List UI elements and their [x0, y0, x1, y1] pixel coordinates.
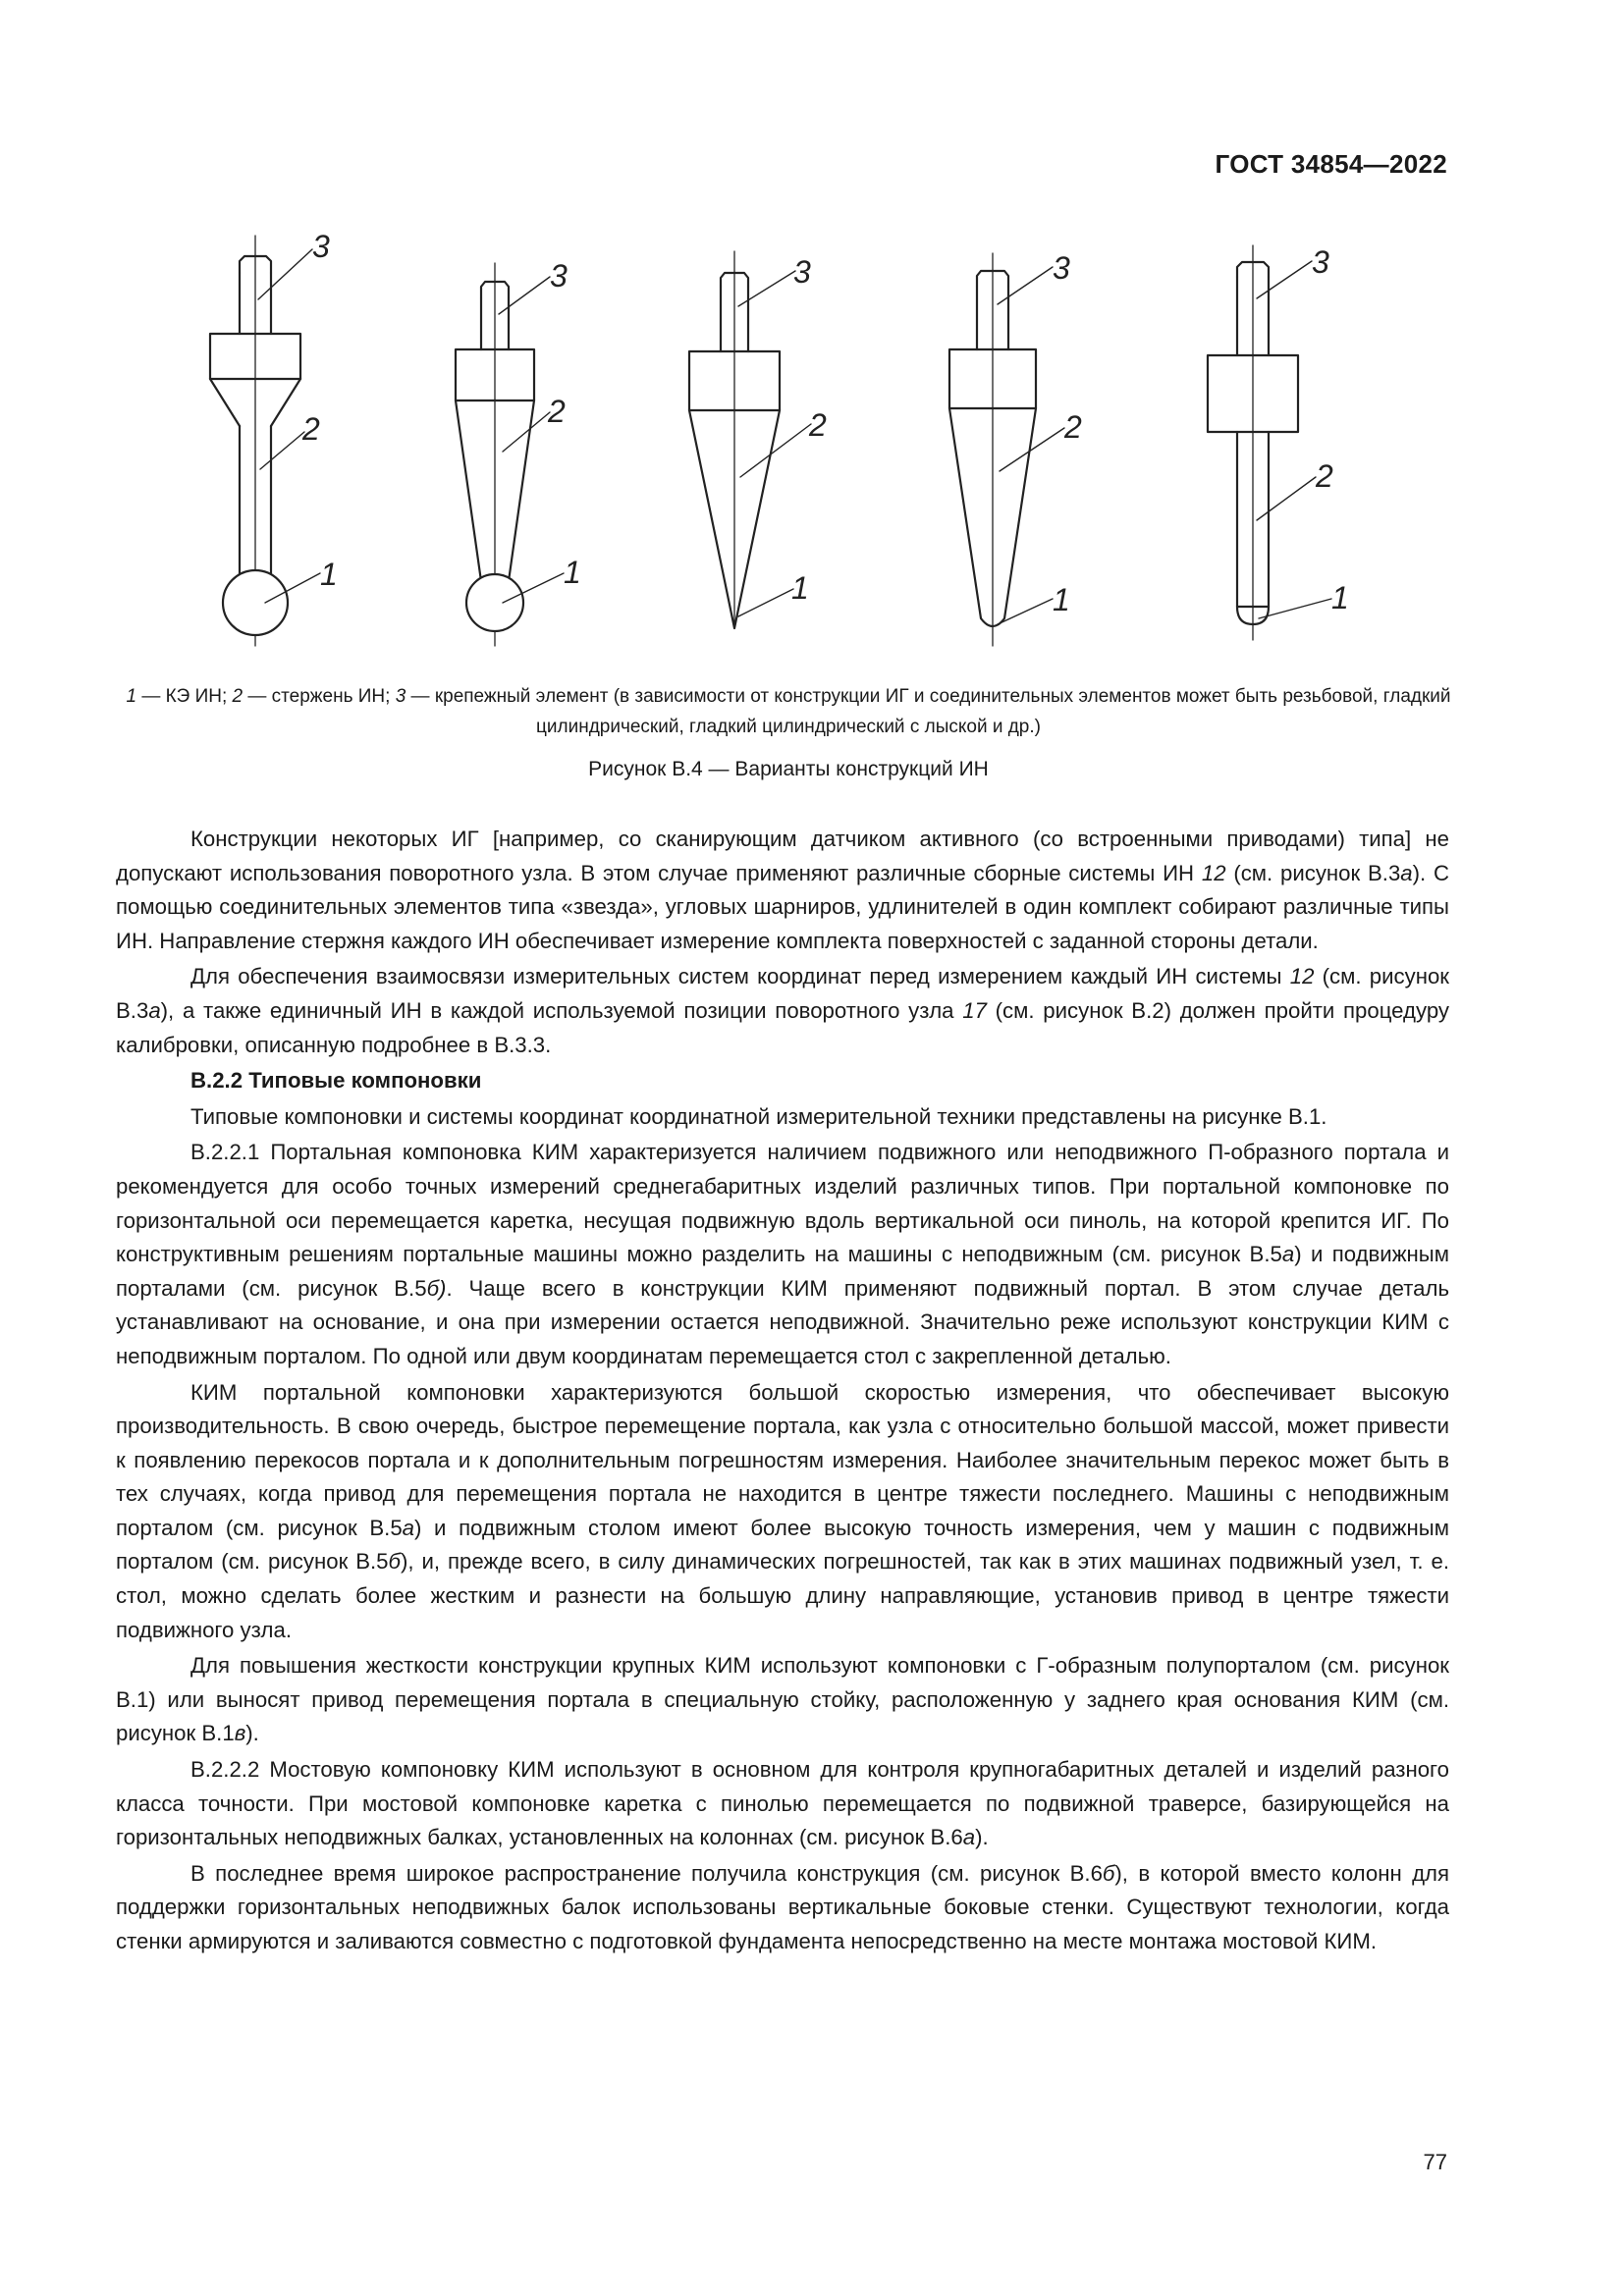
italic-reference: 2	[232, 686, 244, 707]
text-run: ) и подвижным порталами (см. рисунок В.5	[116, 1242, 1449, 1301]
stylus-2	[456, 258, 581, 646]
section-heading	[116, 1064, 1449, 1098]
fig-label-1: 1	[1053, 582, 1070, 617]
text-run: Конструкции некоторых ИГ [например, со сканирующим датчиком активного (со встроенными приводами) типа] не допускают использования поворотного узла. В этом случае применяют различные сборные системы ИН	[116, 827, 1449, 885]
paragraph	[116, 1376, 1449, 1648]
text-run: — крепежный элемент (в зависимости от конструкции ИГ и соединительных элементов может быть резьбовой, гладкий цилиндрический, гладкий цилиндрический с лыской и др.)	[406, 686, 1451, 737]
text-run: В.2.2.1 Портальная компоновка КИМ характеризуется наличием подвижного или неподвижного П-образного портала и рекомендуется для особо точных измерений среднегабаритных изделий различных типов. При портальной компоновке по горизонтальной оси перемещается каретка, несущая подвижную вдоль вертикальной оси пиноль, на которой крепится ИГ. По конструктивным решениям портальные машины можно разделить на машины с неподвижным (см. рисунок В.5	[116, 1140, 1449, 1267]
italic-reference: а	[148, 997, 161, 1023]
stylus-1	[210, 229, 338, 646]
text-run: Для повышения жесткости конструкции крупных КИМ используют компоновки с Г-образным полупорталом (см. рисунок В.1) или выносят привод перемещения портала в специальную стойку, расположенную у заднего края основания КИМ (см. рисунок В.1	[116, 1653, 1449, 1746]
text-run: В последнее время широкое распространение получила конструкция (см. рисунок В.6	[190, 1860, 1103, 1886]
text-run: (см. рисунок В.2) должен пройти процедуру калибровки, описанную подробнее в В.3.3.	[116, 997, 1449, 1057]
text-run: Для обеспечения взаимосвязи измерительных систем координат перед измерением каждый ИН системы	[190, 964, 1290, 989]
text-run: В.2.2 Типовые компоновки	[190, 1068, 482, 1094]
text-run: — стержень ИН;	[243, 686, 396, 707]
text-run: ). С помощью соединительных элементов типа «звезда», угловых шарниров, удлинителей в один комплект собирают различные типы ИН. Направление стержня каждого ИН обеспечивает измерение комплекта поверхностей с заданной стороны детали.	[116, 860, 1449, 953]
italic-reference: а	[962, 1825, 976, 1850]
figure-legend	[116, 681, 1461, 742]
figure-stylus-variants	[0, 0, 1624, 687]
italic-reference: б	[388, 1549, 402, 1575]
italic-reference: 1	[126, 686, 137, 707]
stylus-4	[949, 250, 1082, 646]
stylus-drawing	[0, 0, 1624, 687]
text-run: — КЭ ИН;	[136, 686, 233, 707]
fig-label-3: 3	[1053, 250, 1070, 286]
paragraph	[116, 1100, 1449, 1135]
stylus-5	[1208, 244, 1349, 640]
paragraph	[116, 960, 1449, 1062]
fig-label-2: 2	[548, 394, 566, 429]
italic-reference: б)	[426, 1275, 447, 1301]
fig-label-3: 3	[312, 229, 330, 264]
paragraph	[116, 1136, 1449, 1373]
text-run: ), и, прежде всего, в силу динамических погрешностей, так как в этих машинах подвижный узел, т. е. стол, можно сделать более жестким и разнести на большую длину направляющие, установив привод в центре тяжести подвижного узла.	[116, 1549, 1449, 1642]
fig-label-2: 2	[809, 407, 827, 443]
fig-label-2: 2	[302, 411, 320, 447]
text-run: Типовые компоновки и системы координат координатной измерительной техники представлены на рисунке В.1.	[190, 1103, 1327, 1129]
paragraph	[116, 823, 1449, 958]
text-run: ).	[975, 1825, 989, 1850]
italic-reference: в	[234, 1721, 246, 1746]
italic-reference: 3	[395, 686, 406, 707]
fig-label-3: 3	[550, 258, 568, 294]
italic-reference: 12	[1201, 860, 1226, 885]
fig-label-2: 2	[1316, 458, 1333, 494]
italic-reference: 12	[1289, 964, 1315, 989]
fig-label-1: 1	[1331, 580, 1349, 615]
paragraph	[116, 1857, 1449, 1959]
stylus-3	[689, 251, 827, 628]
body-text	[116, 823, 1449, 1961]
paragraph	[116, 1649, 1449, 1751]
figure-caption: Рисунок В.4 — Варианты конструкций ИН	[588, 758, 989, 780]
text-run: (см. рисунок В.3	[116, 964, 1449, 1023]
italic-reference: б	[1102, 1860, 1115, 1886]
fig-label-2: 2	[1064, 409, 1082, 445]
text-run: ), а также единичный ИН в каждой используемой позиции поворотного узла	[160, 997, 963, 1023]
fig-label-1: 1	[791, 570, 809, 606]
text-run: . Чаще всего в конструкции КИМ применяют подвижный портал. В этом случае деталь устанавливают на основание, и она при измерении остается неподвижной. Значительно реже используют конструкции КИМ с неподвижным порталом. По одной или двум координатам перемещается стол с закрепленной деталью.	[116, 1275, 1450, 1368]
document-header: ГОСТ 34854—2022	[1215, 149, 1447, 179]
text-run: ), в которой вместо колонн для поддержки горизонтальных неподвижных балок использованы вертикальные боковые стенки. Существуют технологии, когда стенки армируются и заливаются совместно с подготовкой фундамента непосредственно на месте монтажа мостовой КИМ.	[116, 1860, 1449, 1953]
text-run: (см. рисунок В.3	[1225, 860, 1401, 885]
italic-reference: 17	[962, 997, 987, 1023]
italic-reference: а	[1400, 860, 1413, 885]
italic-reference: а	[402, 1515, 414, 1540]
paragraph	[116, 1753, 1449, 1855]
page-number: 77	[1423, 2150, 1447, 2174]
text-run: В.2.2.2 Мостовую компоновку КИМ используют в основном для контроля крупногабаритных деталей и изделий разного класса точности. При мостовой компоновке каретка с пинолью перемещается по подвижной траверсе, базирующейся на горизонтальных неподвижных балках, установленных на колоннах (см. рисунок В.6	[116, 1757, 1449, 1850]
fig-label-1: 1	[320, 557, 338, 592]
italic-reference: а	[1281, 1242, 1295, 1267]
text-run: ) и подвижным столом имеют более высокую точность измерения, чем у машин с подвижным порталом (см. рисунок В.5	[116, 1515, 1449, 1575]
fig-label-3: 3	[793, 254, 811, 290]
fig-label-3: 3	[1312, 244, 1329, 280]
fig-label-1: 1	[564, 555, 581, 590]
text-run: КИМ портальной компоновки характеризуются большой скоростью измерения, что обеспечивает высокую производительность. В свою очередь, быстрое перемещение портала, как узла с относительно большой массой, может привести к появлению перекосов портала и к дополнительным погрешностям измерения. Наиболее значительным перекос может быть в тех случаях, когда привод для перемещения портала не находится в центре тяжести последнего. Машины с неподвижным порталом (см. рисунок В.5	[116, 1379, 1449, 1540]
text-run: ).	[245, 1721, 259, 1746]
